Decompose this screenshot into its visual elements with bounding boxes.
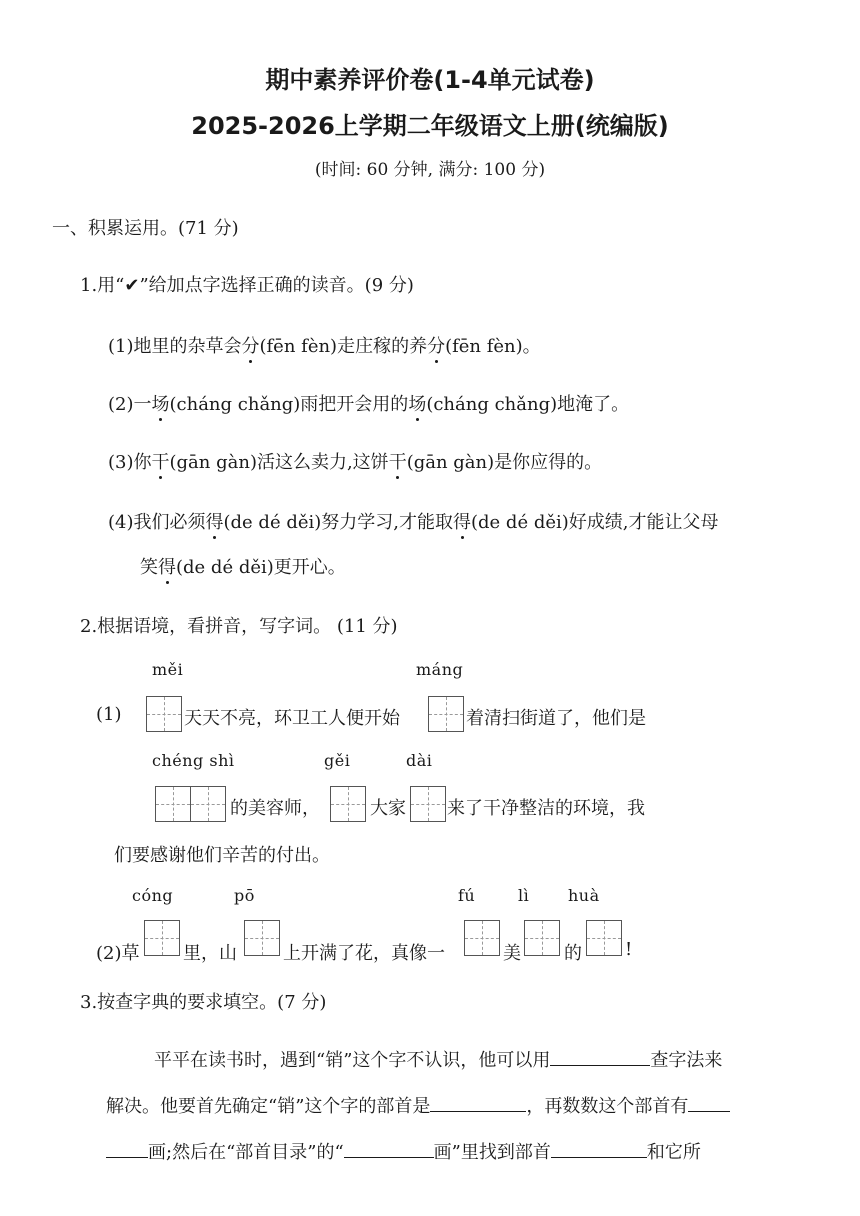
- answer-box[interactable]: [586, 920, 622, 956]
- dotted-char: 干: [152, 448, 170, 474]
- question-text: 来了干净整洁的环境，我: [447, 798, 645, 819]
- page-title: 期中素养评价卷(1-4单元试卷): [265, 66, 595, 94]
- check-icon: ✔: [124, 275, 140, 296]
- answer-box[interactable]: [464, 920, 500, 956]
- question-text: !: [625, 939, 633, 960]
- dotted-char: 干: [389, 448, 407, 474]
- dotted-char: 分: [427, 332, 445, 358]
- page-subtitle: 2025-2026上学期二年级语文上册(统编版): [191, 112, 669, 140]
- question-1-item-3: (3)你干(gān gàn)活这么卖力,这饼干(gān gàn)是你应得的。: [108, 448, 602, 474]
- question-text: 着清扫街道了，他们是: [466, 708, 646, 729]
- fill-blank[interactable]: [688, 1093, 730, 1112]
- pinyin-label: chéng shì: [152, 751, 235, 770]
- answer-box[interactable]: [330, 786, 366, 822]
- dotted-char: 得: [158, 553, 176, 579]
- question-text: 的美容师，: [230, 798, 320, 819]
- answer-box[interactable]: [144, 920, 180, 956]
- dotted-char: 得: [206, 508, 224, 534]
- question-3-line-2: 解决。他要首先确定“销”这个字的部首是 ，再数数这个部首有: [106, 1092, 730, 1118]
- question-1-item-2: (2)一场(cháng chǎng)雨把开会用的场(cháng chǎng)地淹了。: [108, 390, 629, 416]
- question-text: 天天不亮，环卫工人便开始: [184, 708, 400, 729]
- question-1-item-1: (1)地里的杂草会分(fēn fèn)走庄稼的养分(fēn fèn)。: [108, 332, 541, 358]
- fill-blank[interactable]: [344, 1139, 434, 1158]
- exam-meta: (时间: 60 分钟, 满分: 100 分): [314, 160, 546, 180]
- question-1-item-4-cont: 笑得(de dé děi)更开心。: [140, 553, 346, 579]
- answer-box[interactable]: [524, 920, 560, 956]
- fill-blank[interactable]: [430, 1093, 526, 1112]
- pinyin-label: pō: [234, 886, 255, 905]
- answer-box-double[interactable]: [155, 786, 226, 822]
- question-text: 上开满了花，真像一: [283, 943, 445, 964]
- question-1-item-4: (4)我们必须得(de dé děi)努力学习,才能取得(de dé děi)好成绩,才能让父母: [108, 508, 719, 534]
- pinyin-label: fú: [458, 886, 476, 905]
- pinyin-label: gěi: [324, 751, 351, 770]
- question-text: 里，山: [183, 943, 237, 964]
- section-heading: 一、积累运用。(71 分): [52, 218, 239, 239]
- question-3-line-3: 画;然后在“部首目录”的“ 画”里找到部首 和它所: [106, 1138, 701, 1164]
- answer-box[interactable]: [428, 696, 464, 732]
- question-text: 的: [564, 943, 582, 964]
- pinyin-label: máng: [416, 660, 464, 679]
- pinyin-label: cóng: [132, 886, 174, 905]
- sub-question-label: (1): [96, 704, 122, 725]
- pinyin-label: dài: [406, 751, 433, 770]
- dotted-char: 得: [453, 508, 471, 534]
- dotted-char: 场: [152, 390, 170, 416]
- question-3-stem: 3.按查字典的要求填空。(7 分): [80, 992, 327, 1013]
- question-3-line-1: 平平在读书时，遇到“销”这个字不认识，他可以用 查字法来: [154, 1046, 722, 1072]
- dotted-char: 分: [242, 332, 260, 358]
- pinyin-label: lì: [518, 886, 530, 905]
- question-text: (2)草: [96, 943, 140, 964]
- fill-blank[interactable]: [551, 1139, 647, 1158]
- question-text: 大家: [370, 798, 406, 819]
- question-text: 们要感谢他们辛苦的付出。: [114, 845, 330, 866]
- question-2-stem: 2.根据语境，看拼音，写字词。 (11 分): [80, 616, 398, 637]
- fill-blank[interactable]: [550, 1047, 650, 1066]
- answer-box[interactable]: [244, 920, 280, 956]
- fill-blank[interactable]: [106, 1139, 148, 1158]
- question-1-stem: 1.用“✔”给加点字选择正确的读音。(9 分): [80, 275, 414, 296]
- dotted-char: 场: [408, 390, 426, 416]
- question-text: 美: [503, 943, 521, 964]
- pinyin-label: huà: [568, 886, 600, 905]
- pinyin-label: měi: [152, 660, 184, 679]
- answer-box[interactable]: [410, 786, 446, 822]
- answer-box[interactable]: [146, 696, 182, 732]
